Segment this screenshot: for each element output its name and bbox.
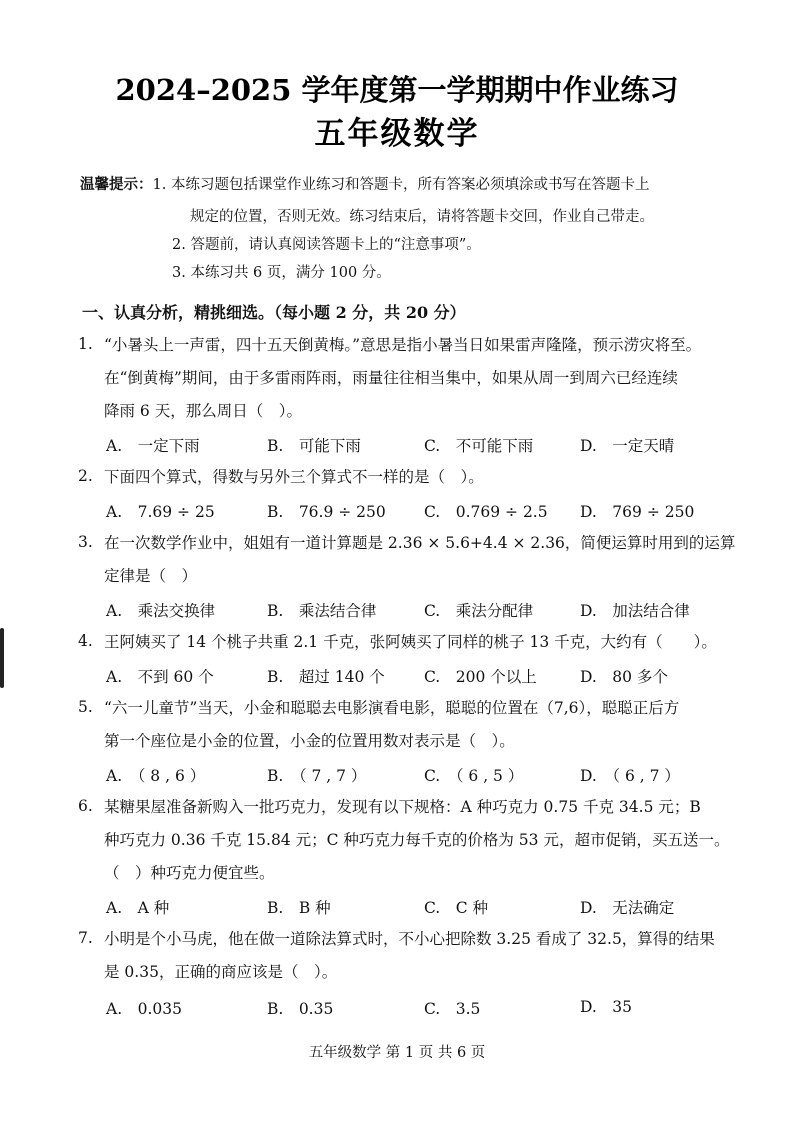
option-c: C. 3.5 xyxy=(424,1000,481,1018)
tips-text-1: 1. 本练习题包括课堂作业练习和答题卡，所有答案必须填涂或书写在答题卡上 xyxy=(152,177,650,193)
question-text: 某糖果屋准备新购入一批巧克力，发现有以下规格：A 种巧克力 0.75 千克 34.5 元；B xyxy=(104,798,701,816)
tips-line-2: 2. 答题前，请认真阅读答题卡上的“注意事项”。 xyxy=(172,237,481,253)
question-text: 下面四个算式，得数与另外三个算式不一样的是（ ）。 xyxy=(104,468,484,486)
question-text: 小明是个小马虎，他在做一道除法算式时，不小心把除数 3.25 看成了 32.5，算得的结果 xyxy=(104,930,715,948)
option-b: B. 乘法结合律 xyxy=(267,602,377,620)
question-number: 6. xyxy=(78,797,93,815)
scan-edge-mark xyxy=(0,628,4,688)
option-c: C. 200 个以上 xyxy=(424,668,537,686)
option-c: C. C 种 xyxy=(424,899,489,917)
option-c: C. （ 6 , 5 ） xyxy=(424,767,524,785)
question-number: 1. xyxy=(78,335,93,353)
question-text: （ ）种巧克力便宜些。 xyxy=(104,864,275,882)
question-text: 定律是（ ） xyxy=(104,567,198,585)
page-footer: 五年级数学 第 1 页 共 6 页 xyxy=(308,1045,486,1061)
option-b: B. （ 7 , 7 ） xyxy=(267,767,367,785)
question-text: 在“倒黄梅”期间，由于多雷雨阵雨，雨量往往相当集中，如果从周一到周六已经连续 xyxy=(104,369,678,387)
option-b: B. 可能下雨 xyxy=(267,437,361,455)
question-text: “小暑头上一声雷，四十五天倒黄梅。”意思是指小暑当日如果雷声隆隆，预示涝灾将至。 xyxy=(104,336,702,354)
option-d: D. 80 多个 xyxy=(580,668,668,686)
question-text: 降雨 6 天，那么周日（ ）。 xyxy=(104,402,302,420)
question-number: 4. xyxy=(78,632,93,650)
question-text: 第一个座位是小金的位置，小金的位置用数对表示是（ ）。 xyxy=(104,732,515,750)
option-b: B. 0.35 xyxy=(267,1000,334,1018)
option-a: A. （ 8 , 6 ） xyxy=(106,767,206,785)
question-number: 2. xyxy=(78,467,93,485)
option-d: D. （ 6 , 7 ） xyxy=(580,767,680,785)
question-text: 种巧克力 0.36 千克 15.84 元；C 种巧克力每千克的价格为 53 元，超市促销，买五送一。 xyxy=(104,831,730,849)
tips-label: 温馨提示： xyxy=(80,176,153,193)
page-subtitle: 五年级数学 xyxy=(314,116,480,152)
tips-line-1b: 规定的位置，否则无效。练习结束后，请将答题卡交回，作业自己带走。 xyxy=(190,209,654,225)
question-text: 王阿姨买了 14 个桃子共重 2.1 千克，张阿姨买了同样的桃子 13 千克，大约有（ ）。 xyxy=(104,633,717,651)
option-b: B. 76.9 ÷ 250 xyxy=(267,503,386,521)
option-d: D. 769 ÷ 250 xyxy=(580,503,695,521)
tips-line-1 xyxy=(80,173,649,194)
option-d: D. 无法确定 xyxy=(580,899,675,917)
page-title: 2024–2025 学年度第一学期期中作业练习 xyxy=(115,73,679,107)
option-a: A. 7.69 ÷ 25 xyxy=(106,503,215,521)
option-c: C. 不可能下雨 xyxy=(424,437,534,455)
option-a: A. A 种 xyxy=(106,899,170,917)
option-b: B. B 种 xyxy=(267,899,331,917)
option-c: C. 0.769 ÷ 2.5 xyxy=(424,503,548,521)
option-a: A. 不到 60 个 xyxy=(106,668,214,686)
option-b: B. 超过 140 个 xyxy=(267,668,385,686)
option-c: C. 乘法分配律 xyxy=(424,602,534,620)
option-d: D. 一定天晴 xyxy=(580,437,675,455)
question-number: 3. xyxy=(78,533,93,551)
question-text: “六一儿童节”当天，小金和聪聪去电影演看电影，聪聪的位置在（7,6），聪聪正后方 xyxy=(104,699,680,717)
option-a: A. 乘法交换律 xyxy=(106,602,216,620)
question-number: 5. xyxy=(78,698,93,716)
option-d: D. 加法结合律 xyxy=(580,602,690,620)
option-d: D. 35 xyxy=(580,998,633,1016)
section-heading: 一、认真分析，精挑细选。（每小题 2 分，共 20 分） xyxy=(82,303,466,322)
tips-line-3: 3. 本练习共 6 页，满分 100 分。 xyxy=(172,265,391,281)
option-a: A. 一定下雨 xyxy=(106,437,200,455)
question-number: 7. xyxy=(78,929,93,947)
question-text: 在一次数学作业中，姐姐有一道计算题是 2.36 × 5.6+4.4 × 2.36，简便运算时用到的运算 xyxy=(104,534,736,552)
option-a: A. 0.035 xyxy=(106,1000,182,1018)
question-text: 是 0.35，正确的商应该是（ ）。 xyxy=(104,963,338,981)
